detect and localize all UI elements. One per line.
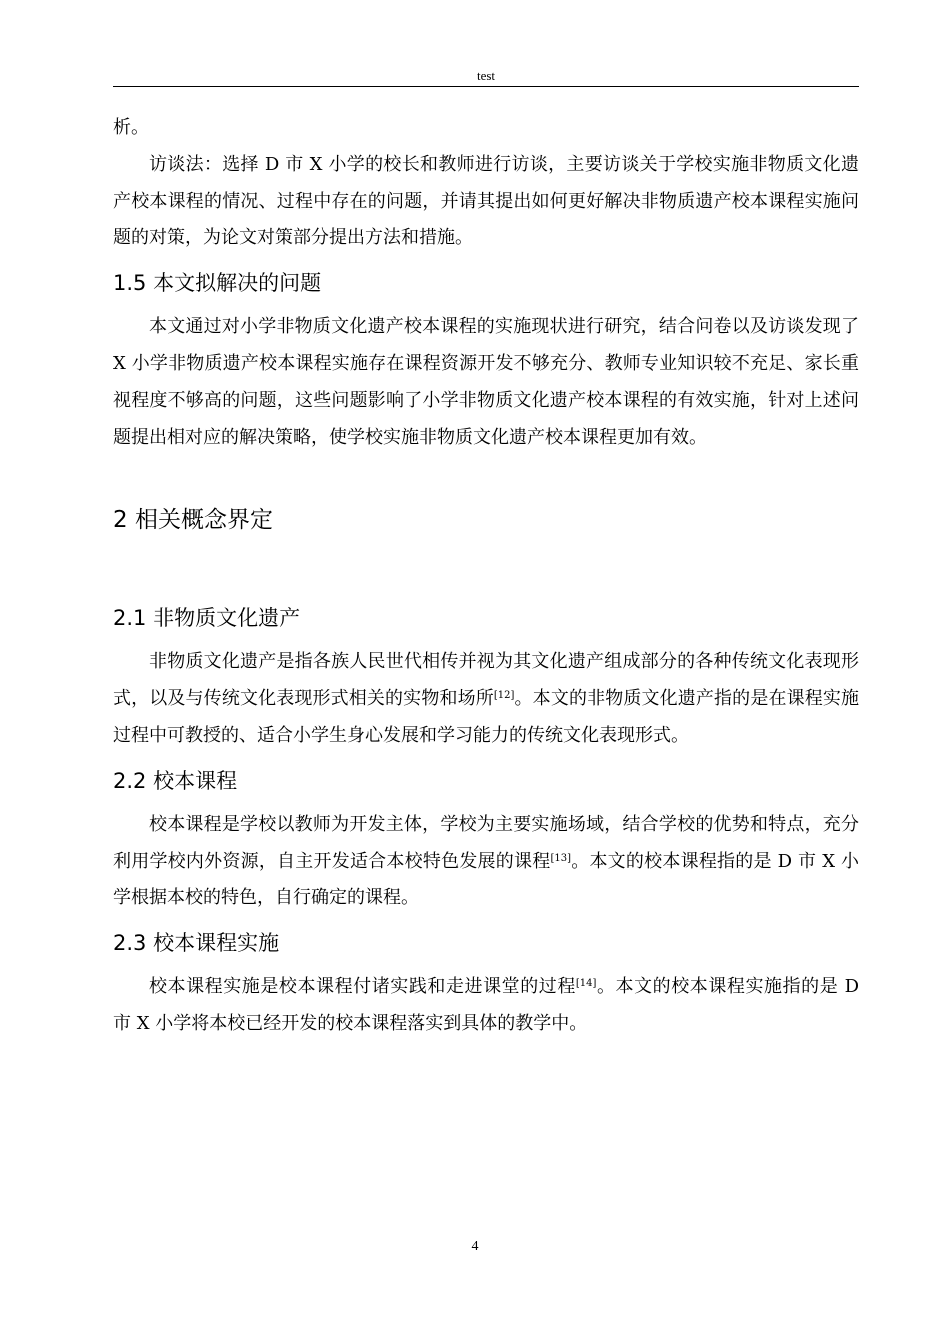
paragraph-2-3-text-a: 校本课程实施是校本课程付诸实践和走进课堂的过程 — [149, 976, 576, 998]
document-body — [113, 110, 859, 1043]
paragraph-continuation: 析。 — [113, 117, 149, 138]
citation-12: [12] — [493, 690, 515, 702]
paragraph-2-3 — [113, 969, 859, 1043]
page-number: 4 — [471, 1239, 479, 1254]
paragraph-2-1-text-a: 非物质文化遗产是指各族人民世代相传并视为其文化遗产组成部分的各种传统文化表现形式，以及与传统文化表现形式相关的实物和场所 — [113, 651, 859, 710]
paragraph-2-2 — [113, 807, 859, 917]
heading-2-1: 2.1 非物质文化遗产 — [113, 606, 301, 631]
heading-2-3: 2.3 校本课程实施 — [113, 931, 280, 956]
paragraph-1-5: 本文通过对小学非物质文化遗产校本课程的实施现状进行研究，结合问卷以及访谈发现了 X 小学非物质遗产校本课程实施存在课程资源开发不够充分、教师专业知识较不充足、家长重视程度不够高的问题，这些问题影响了小学非物质文化遗产校本课程的有效实施，针对上述问题提出相对应的解决策略，使学校实施非物质文化遗产校本课程更加有效。 — [113, 316, 859, 448]
citation-13: [13] — [550, 852, 571, 864]
page-header — [113, 66, 859, 87]
citation-14: [14] — [575, 978, 597, 990]
page-footer — [0, 1237, 950, 1257]
paragraph-2-3-text-b: 。本文的校本课程实施指的是 D 市 X 小学将本校已经开发的校本课程落实到具体的教学中。 — [113, 976, 860, 1034]
heading-2: 2 相关概念界定 — [113, 507, 273, 534]
paragraph-2-1-text-b: 。本文的非物质文化遗产指的是在课程实施过程中可教授的、适合小学生身心发展和学习能力的传统文化表现形式。 — [113, 688, 860, 746]
paragraph-interview-method: 访谈法：选择 D 市 X 小学的校长和教师进行访谈，主要访谈关于学校实施非物质文化遗产校本课程的情况、过程中存在的问题，并请其提出如何更好解决非物质遗产校本课程实施问题的对策，为论文对策部分提出方法和措施。 — [113, 153, 859, 249]
paragraph-2-1 — [113, 644, 859, 754]
paragraph-2-2-text-a: 校本课程是学校以教师为开发主体，学校为主要实施场域，结合学校的优势和特点，充分利用学校内外资源，自主开发适合本校特色发展的课程 — [113, 813, 859, 872]
heading-2-2: 2.2 校本课程 — [113, 768, 238, 793]
header-text: test — [476, 68, 496, 83]
paragraph-2-2-text-b: 。本文的校本课程指的是 D 市 X 小学根据本校的特色，自行确定的课程。 — [113, 850, 859, 909]
heading-1-5: 1.5 本文拟解决的问题 — [113, 271, 322, 296]
